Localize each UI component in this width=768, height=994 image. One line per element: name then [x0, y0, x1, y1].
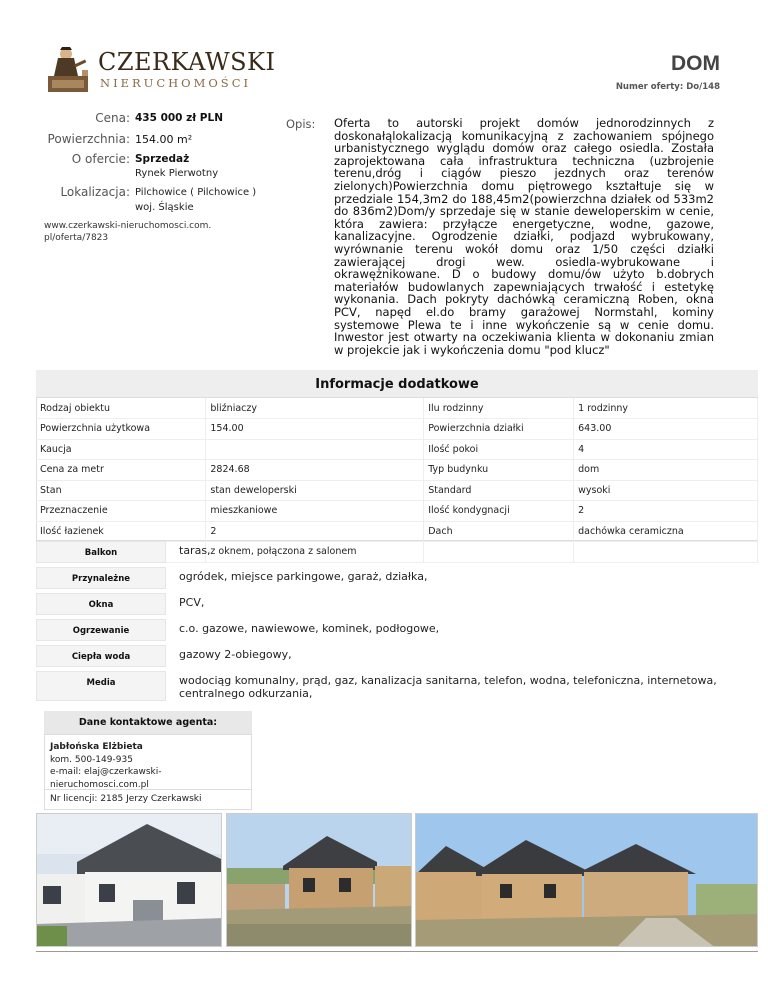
info-field-label: Dach	[424, 521, 574, 542]
info-field-value: 4	[574, 439, 758, 460]
info-field-label: Powierzchnia działki	[424, 419, 574, 440]
feature-label: Ogrzewanie	[36, 619, 166, 641]
feature-value: c.o. gazowe, nawiewowe, kominek, podłogowe,	[179, 622, 440, 635]
info-table-row	[36, 501, 758, 522]
house-photo-2-icon	[227, 814, 412, 947]
feature-label: Balkon	[36, 541, 166, 563]
info-table-row	[36, 439, 758, 460]
craftsman-logo-icon	[44, 44, 92, 94]
feature-value: ogródek, miejsce parkingowe, garaż, działka,	[179, 570, 428, 583]
area-label: Powierzchnia:	[47, 132, 130, 146]
area-value: 154.00 m²	[135, 133, 193, 146]
additional-info-title: Informacje dodatkowe	[36, 370, 758, 398]
info-field-value: 2	[206, 521, 424, 542]
location-label: Lokalizacja:	[60, 185, 130, 199]
info-field-value: wysoki	[574, 480, 758, 501]
house-photo-1-icon	[37, 814, 222, 947]
brand-subtitle: NIERUCHOMOŚCI	[100, 76, 252, 90]
agent-contact-details	[50, 741, 250, 791]
offer-type-value: Sprzedaż	[135, 153, 190, 165]
feature-label: Okna	[36, 593, 166, 615]
info-field-label: Ilość łazienek	[36, 521, 206, 542]
info-field-value: 643.00	[574, 419, 758, 440]
property-photo-3[interactable]	[415, 813, 758, 947]
offer-number-label: Numer oferty:	[615, 82, 684, 92]
info-table-row	[36, 460, 758, 481]
additional-info-table	[36, 398, 758, 563]
feature-label: Ciepła woda	[36, 645, 166, 667]
offer-market-value: Rynek Pierwotny	[135, 168, 219, 179]
brand-name: CZERKAWSKI	[98, 48, 276, 76]
info-field-value: bliźniaczy	[206, 398, 424, 419]
info-field-label: Przeznaczenie	[36, 501, 206, 522]
property-photo-2[interactable]	[226, 813, 412, 947]
info-field-label: Typ budynku	[424, 460, 574, 481]
info-field-value: 1 rodzinny	[574, 398, 758, 419]
price-label: Cena:	[95, 111, 130, 125]
feature-value: gazowy 2-obiegowy,	[179, 648, 292, 661]
contact-divider	[44, 789, 252, 790]
house-photo-3-icon	[416, 814, 758, 947]
location-region: woj. Śląskie	[135, 202, 194, 213]
location-city: Pilchowice ( Pilchowice )	[135, 187, 257, 198]
info-field-label: Ilość kondygnacji	[424, 501, 574, 522]
agent-license: Nr licencji: 2185 Jerzy Czerkawski	[50, 794, 202, 804]
description-label: Opis:	[286, 117, 316, 131]
info-field-label: Ilość pokoi	[424, 439, 574, 460]
info-field-value: dachówka ceramiczna	[574, 521, 758, 542]
agent-name: Jabłońska Elżbieta	[50, 742, 143, 752]
footer-divider	[36, 951, 758, 952]
info-field-label: Powierzchnia użytkowa	[36, 419, 206, 440]
info-field-label: Standard	[424, 480, 574, 501]
agent-email[interactable]: e-mail: elaj@czerkawski-nieruchomosci.com.pl	[50, 767, 162, 790]
offer-type-label: O ofercie:	[71, 152, 130, 166]
property-photo-1[interactable]	[36, 813, 222, 947]
info-field-label: Rodzaj obiektu	[36, 398, 206, 419]
info-table-row	[36, 398, 758, 419]
info-field-value: mieszkaniowe	[206, 501, 424, 522]
feature-label: Przynależne	[36, 567, 166, 589]
info-table-row	[36, 480, 758, 501]
feature-value: PCV,	[179, 596, 205, 609]
offer-number	[616, 82, 720, 92]
info-field-value	[206, 439, 424, 460]
agent-contact-title: Dane kontaktowe agenta:	[44, 711, 252, 735]
info-field-label: Cena za metr	[36, 460, 206, 481]
feature-label: Media	[36, 671, 166, 701]
info-field-label: Ilu rodzinny	[424, 398, 574, 419]
info-field-value: 2	[574, 501, 758, 522]
offer-url-link[interactable]: www.czerkawski-nieruchomosci.com.pl/oferta/7823	[44, 221, 212, 243]
offer-number-value: Do/148	[686, 82, 720, 92]
info-field-label: Kaucja	[36, 439, 206, 460]
info-field-value: 154.00	[206, 419, 424, 440]
info-field-value: stan deweloperski	[206, 480, 424, 501]
info-field-value: dom	[574, 460, 758, 481]
description-text: Oferta to autorski projekt domów jednorodzinnych z doskonałąlokalizacją komunikacyjną z zachowaniem spójnego urbanistycznego wyglądu domów oraz całego osiedla. Została zaprojektowana cała infrastruktura techniczna (uzbrojenie terenu,dróg i ciągów pieszo jezdnych oraz terenów zielonych)Powierzchnia domu piętrowego kształtuje się w przedziale 154,3m2 do 188,45m2(powierzchna działek od 533m2 do 836m2)Dom/y sprzedaje się w stanie deweloperskim w cenie, która zawiera: przyłącze energetyczne, wodne, gazowe, kanalizacyjne. Ogrodzenie działki, podjazd wybrukowany, wyrównanie terenu wokół domu oraz 1/50 części działki zawierającej drogi wew. osiedla-wybrukowane i okrawężnikowane. D o budowy domu/ów użyto b.dobrych materiałów budowlanych zapewniających trwałość i estetykę wykonania. Dach pokryty dachówką ceramiczną Roben, okna PCV, napęd el.do bramy garażowej Normstahl, kominy systemowe Plewa te i inne wykończenie są w cenie domu. Inwestor jest otwarty na oczekiwania klienta w dokonaniu zmian w projekcie jak i wykończenia domu "pod klucz"	[334, 116, 714, 357]
info-table-row	[36, 419, 758, 440]
feature-value: wodociąg komunalny, prąd, gaz, kanalizacja sanitarna, telefon, wodna, telefoniczna, internetowa, centralnego odkurzania,	[179, 674, 717, 700]
info-field-value: 2824.68	[206, 460, 424, 481]
property-type-title: DOM	[671, 52, 720, 75]
feature-value: taras,	[179, 544, 211, 557]
info-field-value: z oknem, połączona z salonem	[206, 542, 424, 563]
info-field-label: Stan	[36, 480, 206, 501]
info-table-row	[36, 521, 758, 542]
agent-phone[interactable]: kom. 500-149-935	[50, 754, 133, 765]
price-value: 435 000 zł PLN	[135, 112, 223, 124]
company-logo	[44, 44, 276, 96]
